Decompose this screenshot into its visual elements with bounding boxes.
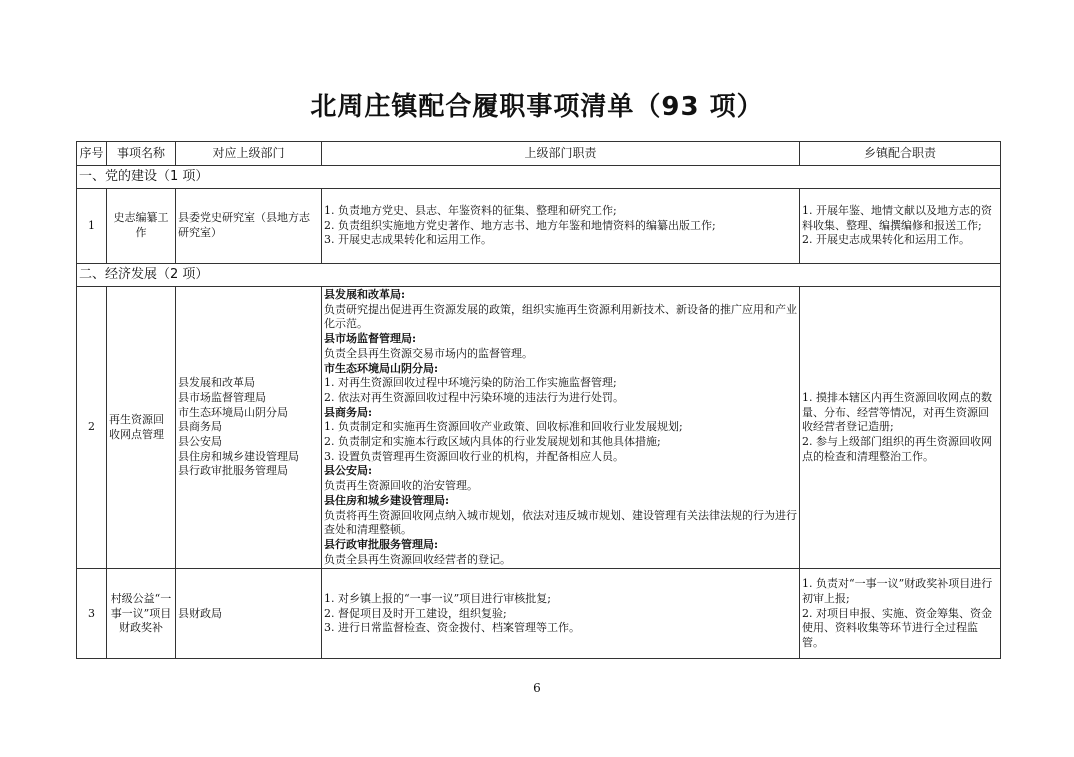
duty-line: 1. 对再生资源回收过程中环境污染的防治工作实施监督管理;: [324, 376, 617, 390]
duty-line: 1. 负责制定和实施再生资源回收产业政策、回收标准和回收行业发展规划;: [324, 420, 683, 434]
duty-line: 3. 设置负责管理再生资源回收行业的机构，并配备相应人员。: [324, 449, 624, 463]
dept-heading: 县行政审批服务管理局:: [324, 537, 439, 551]
town-line: 1. 负责对“一事一议”财政奖补项目进行初审上报;: [802, 577, 993, 605]
dept-heading: 县商务局:: [324, 405, 373, 419]
table-row: [77, 189, 1001, 264]
duty-line: 1. 对乡镇上报的“一事一议”项目进行审核批复;: [324, 591, 551, 605]
dept-heading: 县住房和城乡建设管理局:: [324, 493, 450, 507]
town-line: 2. 开展史志成果转化和运用工作。: [802, 233, 970, 247]
dept-cell: [176, 287, 322, 569]
dept-line: 市生态环境局山阴分局: [178, 405, 288, 419]
dept-line: 县市场监督管理局: [178, 390, 266, 404]
duty-cell: [322, 189, 800, 264]
row-no: 3: [77, 569, 107, 659]
page-number: 6: [533, 681, 541, 695]
dept-line: 县住房和城乡建设管理局: [178, 449, 299, 463]
dept-line: 县发展和改革局: [178, 376, 255, 390]
duty-line: 2. 依法对再生资源回收过程中污染环境的违法行为进行处罚。: [324, 390, 624, 404]
row-no: 2: [77, 287, 107, 569]
duty-line: 3. 开展史志成果转化和运用工作。: [324, 233, 492, 247]
section-row: [77, 264, 1001, 287]
duty-line: 2. 负责组织实施地方党史著作、地方志书、地方年鉴和地情资料的编纂出版工作;: [324, 218, 716, 232]
town-cell: [800, 189, 1001, 264]
duty-line: 1. 负责地方党史、县志、年鉴资料的征集、整理和研究工作;: [324, 203, 617, 217]
town-line: 2. 参与上级部门组织的再生资源回收网点的检查和清理整治工作。: [802, 435, 992, 463]
duty-table: [76, 141, 1001, 659]
section-title-party: 一、党的建设（1 项）: [77, 166, 1001, 189]
item-name: 村级公益“一事一议”项目财政奖补: [107, 569, 176, 659]
section-title-economy: 二、经济发展（2 项）: [77, 264, 1001, 287]
duty-line: 2. 督促项目及时开工建设，组织复验;: [324, 606, 507, 620]
dept-heading: 市生态环境局山阴分局:: [324, 361, 439, 375]
row-no: 1: [77, 189, 107, 264]
duty-cell: [322, 569, 800, 659]
dept-heading: 县公安局:: [324, 464, 373, 478]
header-name: 事项名称: [107, 142, 176, 166]
duty-line: 负责将再生资源回收网点纳入城市规划，依法对违反城市规划、建设管理有关法律法规的行为进行查处和清理整顿。: [324, 508, 797, 537]
duty-line: 负责全县再生资源交易市场内的监督管理。: [324, 346, 533, 360]
header-duty: 上级部门职责: [322, 142, 800, 166]
table-header-row: [77, 142, 1001, 166]
dept-heading: 县发展和改革局:: [324, 288, 406, 301]
duty-cell: [322, 287, 800, 569]
section-row: [77, 166, 1001, 189]
header-dept: 对应上级部门: [176, 142, 322, 166]
dept-heading: 县市场监督管理局:: [324, 332, 417, 346]
header-town: 乡镇配合职责: [800, 142, 1001, 166]
town-cell: [800, 569, 1001, 659]
table-row: [77, 287, 1001, 569]
duty-line: 2. 负责制定和实施本行政区域内具体的行业发展规划和其他具体措施;: [324, 435, 661, 449]
duty-line: 负责全县再生资源回收经营者的登记。: [324, 552, 511, 566]
dept-line: 县公安局: [178, 435, 222, 449]
town-line: 1. 开展年鉴、地情文献以及地方志的资料收集、整理、编撰编修和报送工作;: [802, 203, 992, 232]
item-name: 史志编纂工作: [107, 189, 176, 264]
dept-cell: 县委党史研究室（县地方志研究室）: [176, 189, 322, 264]
item-name: 再生资源回收网点管理: [107, 287, 176, 569]
dept-line: 县商务局: [178, 420, 222, 434]
dept-line: 县行政审批服务管理局: [178, 464, 288, 478]
duty-line: 3. 进行日常监督检查、资金拨付、档案管理等工作。: [324, 621, 580, 635]
page-title: 北周庄镇配合履职事项清单（93 项）: [310, 92, 764, 122]
header-no: 序号: [77, 142, 107, 166]
duty-line: 负责研究提出促进再生资源发展的政策，组织实施再生资源利用新技术、新设备的推广应用和产业化示范。: [324, 302, 797, 331]
table-row: [77, 569, 1001, 659]
duty-line: 负责再生资源回收的治安管理。: [324, 479, 478, 493]
town-line: 1. 摸排本辖区内再生资源回收网点的数量、分布、经营等情况，对再生资源回收经营者登记造册;: [802, 390, 992, 434]
town-line: 2. 对项目申报、实施、资金筹集、资金使用、资料收集等环节进行全过程监管。: [802, 606, 992, 649]
town-cell: [800, 287, 1001, 569]
dept-cell: 县财政局: [176, 569, 322, 659]
